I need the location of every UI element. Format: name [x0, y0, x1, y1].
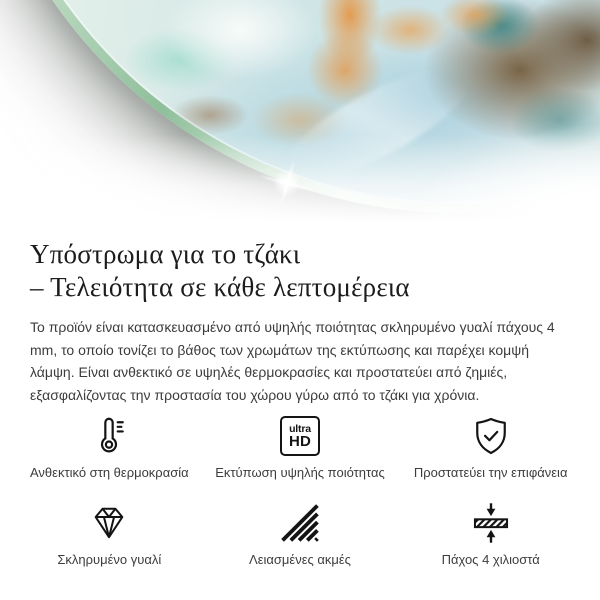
page-title [30, 238, 570, 304]
thermometer-icon [87, 414, 131, 458]
feature-label: Σκληρυμένο γυαλί [57, 552, 162, 568]
feature-print-quality [205, 414, 396, 481]
feature-label: Λειασμένες ακμές [249, 552, 351, 568]
ultra-hd-icon [278, 414, 322, 458]
diamond-icon [87, 501, 131, 545]
feature-label: Εκτύπωση υψηλής ποιότητας [215, 465, 385, 481]
feature-thickness [395, 501, 586, 568]
thickness-icon [469, 501, 513, 545]
feature-grid [0, 406, 600, 568]
product-description-text: Το προϊόν είναι κατασκευασμένο από υψηλής ποιότητας σκληρυμένο γυαλί πάχους 4 mm, το οποίο τονίζει το βάθος των χρωμάτων της εκτύπωσης και παρέχει κομψή λάμψη. Είναι ανθεκτικό σε υψηλές θερμοκρασίες και προστατεύει από ζημιές, εξασφαλίζοντας την προστασία του χώρου γύρω από το τζάκι για χρόνια. [30, 319, 555, 403]
polished-edges-icon [278, 501, 322, 545]
feature-tempered-glass [14, 501, 205, 568]
product-photo [0, 0, 600, 232]
feature-label: Προστατεύει την επιφάνεια [413, 465, 568, 481]
ultra-hd-text-top: ultra [289, 422, 311, 435]
content-block [0, 232, 600, 406]
page-title-line1: Υπόστρωμα για το τζάκι [30, 239, 301, 269]
feature-temperature [14, 414, 205, 481]
feature-protection [395, 414, 586, 481]
feature-label: Ανθεκτικό στη θερμοκρασία [30, 465, 189, 481]
feature-label: Πάχος 4 χιλιοστά [441, 552, 540, 568]
shield-check-icon [469, 414, 513, 458]
feature-polished-edges [205, 501, 396, 568]
ultra-hd-text-bottom: HD [288, 432, 312, 450]
page-title-line2: – Τελειότητα σε κάθε λεπτομέρεια [30, 272, 410, 302]
